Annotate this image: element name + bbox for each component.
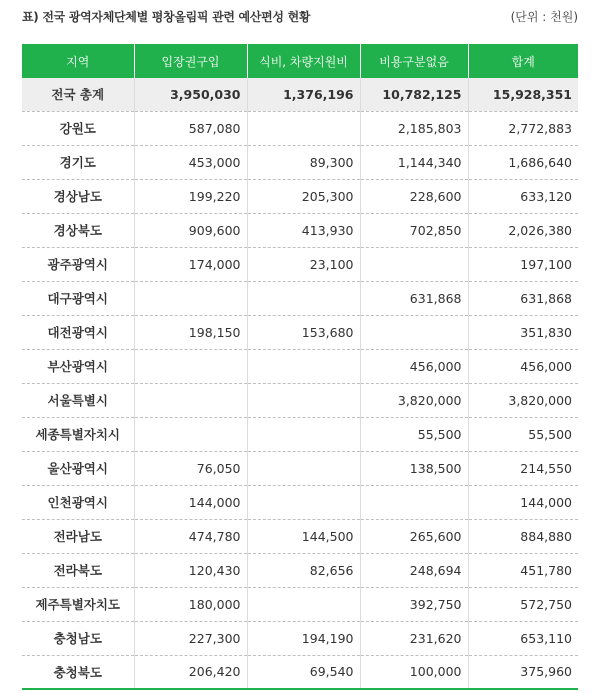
- unclassified-cell: 55,500: [360, 417, 468, 451]
- meal-vehicle-cell: 413,930: [247, 213, 360, 247]
- unclassified-cell: 1,144,340: [360, 145, 468, 179]
- region-cell: 인천광역시: [22, 485, 134, 519]
- table-caption: [22, 6, 578, 26]
- ticket-purchase-cell: 180,000: [134, 587, 247, 621]
- meal-vehicle-cell: 82,656: [247, 553, 360, 587]
- total-cell: 55,500: [468, 417, 578, 451]
- table-row: [22, 451, 578, 485]
- meal-vehicle-cell: 69,540: [247, 655, 360, 689]
- table-title: 표) 전국 광역자체단체별 평창올림픽 관련 예산편성 현황: [22, 9, 311, 24]
- region-cell: 경기도: [22, 145, 134, 179]
- unclassified-cell: 248,694: [360, 553, 468, 587]
- meal-vehicle-cell: [247, 111, 360, 145]
- unclassified-cell: 702,850: [360, 213, 468, 247]
- header-unclassified: 비용구분없음: [360, 44, 468, 78]
- region-cell: 울산광역시: [22, 451, 134, 485]
- unclassified-cell: 456,000: [360, 349, 468, 383]
- region-cell: 대전광역시: [22, 315, 134, 349]
- total-cell: 633,120: [468, 179, 578, 213]
- unclassified-cell: [360, 315, 468, 349]
- meal-vehicle-cell: [247, 383, 360, 417]
- header-meal-vehicle-support: 식비, 차량지원비: [247, 44, 360, 78]
- total-cell: 456,000: [468, 349, 578, 383]
- table-row: [22, 179, 578, 213]
- unclassified-cell: [360, 485, 468, 519]
- ticket-purchase-cell: 453,000: [134, 145, 247, 179]
- ticket-purchase-cell: 199,220: [134, 179, 247, 213]
- region-cell: 충청북도: [22, 655, 134, 689]
- unclassified-cell: [360, 247, 468, 281]
- table-row: [22, 213, 578, 247]
- region-cell: 전라남도: [22, 519, 134, 553]
- total-cell: 144,000: [468, 485, 578, 519]
- table-row: [22, 621, 578, 655]
- ticket-purchase-cell: 3,950,030: [134, 78, 247, 111]
- ticket-purchase-cell: [134, 417, 247, 451]
- table-row: [22, 485, 578, 519]
- total-cell: 631,868: [468, 281, 578, 315]
- unclassified-cell: 631,868: [360, 281, 468, 315]
- table-row: [22, 553, 578, 587]
- table-body: [22, 78, 578, 689]
- unclassified-cell: 138,500: [360, 451, 468, 485]
- ticket-purchase-cell: 587,080: [134, 111, 247, 145]
- meal-vehicle-cell: 1,376,196: [247, 78, 360, 111]
- total-cell: 572,750: [468, 587, 578, 621]
- meal-vehicle-cell: [247, 485, 360, 519]
- total-cell: 2,772,883: [468, 111, 578, 145]
- meal-vehicle-cell: 205,300: [247, 179, 360, 213]
- unclassified-cell: 2,185,803: [360, 111, 468, 145]
- unclassified-cell: 10,782,125: [360, 78, 468, 111]
- meal-vehicle-cell: [247, 281, 360, 315]
- region-cell: 부산광역시: [22, 349, 134, 383]
- table-row: [22, 519, 578, 553]
- meal-vehicle-cell: 89,300: [247, 145, 360, 179]
- total-cell: 3,820,000: [468, 383, 578, 417]
- unclassified-cell: 231,620: [360, 621, 468, 655]
- total-cell: 197,100: [468, 247, 578, 281]
- meal-vehicle-cell: [247, 349, 360, 383]
- region-cell: 전라북도: [22, 553, 134, 587]
- ticket-purchase-cell: [134, 349, 247, 383]
- ticket-purchase-cell: 227,300: [134, 621, 247, 655]
- total-cell: 451,780: [468, 553, 578, 587]
- ticket-purchase-cell: 76,050: [134, 451, 247, 485]
- meal-vehicle-cell: 153,680: [247, 315, 360, 349]
- total-cell: 653,110: [468, 621, 578, 655]
- total-cell: 375,960: [468, 655, 578, 689]
- total-cell: 1,686,640: [468, 145, 578, 179]
- ticket-purchase-cell: 120,430: [134, 553, 247, 587]
- region-cell: 서울특별시: [22, 383, 134, 417]
- unclassified-cell: 265,600: [360, 519, 468, 553]
- region-cell: 충청남도: [22, 621, 134, 655]
- region-cell: 광주광역시: [22, 247, 134, 281]
- ticket-purchase-cell: [134, 383, 247, 417]
- ticket-purchase-cell: 174,000: [134, 247, 247, 281]
- ticket-purchase-cell: 144,000: [134, 485, 247, 519]
- ticket-purchase-cell: [134, 281, 247, 315]
- meal-vehicle-cell: 144,500: [247, 519, 360, 553]
- unclassified-cell: 228,600: [360, 179, 468, 213]
- table-row: [22, 145, 578, 179]
- meal-vehicle-cell: 194,190: [247, 621, 360, 655]
- header-region: 지역: [22, 44, 134, 78]
- table-row: [22, 349, 578, 383]
- table-row: [22, 655, 578, 689]
- table-row: [22, 111, 578, 145]
- meal-vehicle-cell: [247, 587, 360, 621]
- unit-label: (단위 : 천원): [510, 9, 578, 24]
- budget-table: [22, 44, 578, 690]
- region-cell: 경상북도: [22, 213, 134, 247]
- table-row: [22, 247, 578, 281]
- region-cell: 제주특별자치도: [22, 587, 134, 621]
- table-row: [22, 587, 578, 621]
- ticket-purchase-cell: 206,420: [134, 655, 247, 689]
- region-cell: 경상남도: [22, 179, 134, 213]
- ticket-purchase-cell: 909,600: [134, 213, 247, 247]
- total-cell: 214,550: [468, 451, 578, 485]
- region-cell: 강원도: [22, 111, 134, 145]
- region-cell: 전국 총계: [22, 78, 134, 111]
- ticket-purchase-cell: 474,780: [134, 519, 247, 553]
- unclassified-cell: 392,750: [360, 587, 468, 621]
- header-row: [22, 44, 578, 78]
- table-header: [22, 44, 578, 78]
- meal-vehicle-cell: [247, 451, 360, 485]
- total-cell: 884,880: [468, 519, 578, 553]
- table-row: [22, 383, 578, 417]
- unclassified-cell: 3,820,000: [360, 383, 468, 417]
- unclassified-cell: 100,000: [360, 655, 468, 689]
- national-total-row: [22, 78, 578, 111]
- total-cell: 15,928,351: [468, 78, 578, 111]
- header-total: 합계: [468, 44, 578, 78]
- total-cell: 2,026,380: [468, 213, 578, 247]
- region-cell: 세종특별자치시: [22, 417, 134, 451]
- total-cell: 351,830: [468, 315, 578, 349]
- region-cell: 대구광역시: [22, 281, 134, 315]
- table-row: [22, 315, 578, 349]
- table-row: [22, 417, 578, 451]
- header-ticket-purchase: 입장권구입: [134, 44, 247, 78]
- meal-vehicle-cell: 23,100: [247, 247, 360, 281]
- table-row: [22, 281, 578, 315]
- ticket-purchase-cell: 198,150: [134, 315, 247, 349]
- meal-vehicle-cell: [247, 417, 360, 451]
